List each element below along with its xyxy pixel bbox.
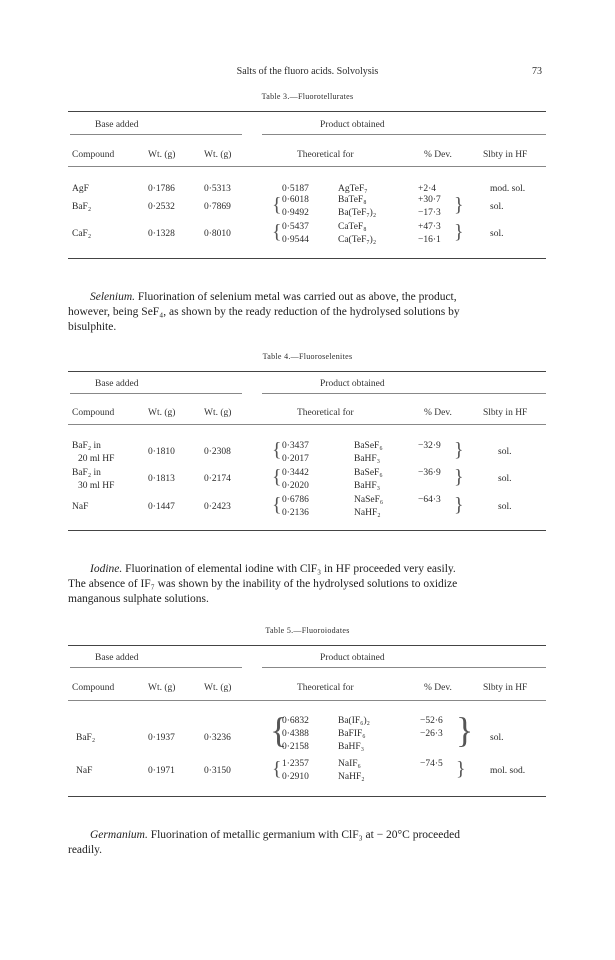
table5-row2-formula-b: NaHF₂ <box>338 772 365 782</box>
table4-row3-brace-right: } <box>454 494 464 516</box>
table3-header-theoretical: Theoretical for <box>297 150 354 160</box>
para-germanium-italic: Germanium. <box>90 829 148 841</box>
table5-top-rule <box>68 645 546 646</box>
table5-row1-compound: BaF₂ <box>76 733 96 743</box>
table4-row2-sol: sol. <box>498 474 512 484</box>
table4-row1-compound-a: BaF₂ in <box>72 441 101 451</box>
table3-header-wt2: Wt. (g) <box>204 150 232 160</box>
table5-row1-theo-a: 0·6832 <box>282 716 309 726</box>
table4-row1-brace-right: } <box>454 439 464 461</box>
table4-row2-compound-b: 30 ml HF <box>78 481 115 491</box>
para-germanium-text1: Fluorination of metallic germanium with ClF₃ at − 20°C proceeded <box>147 829 460 841</box>
table3-row1-sol: mod. sol. <box>490 184 526 194</box>
table5-row1-theo-b: 0·4388 <box>282 729 309 739</box>
table3-row3-formula-a: CaTeF₈ <box>338 222 367 232</box>
table5-row2-formula-a: NaIF₆ <box>338 759 361 769</box>
table3-header-base-added: Base added <box>95 120 139 130</box>
table3-row3-sol: sol. <box>490 229 504 239</box>
para-germanium-line1 <box>90 828 460 843</box>
table5-row2-wt1: 0·1971 <box>148 766 175 776</box>
table4-subrule-left <box>70 393 242 394</box>
table4-row3-wt2: 0·2423 <box>204 502 231 512</box>
table4-caption: Table 4.—Fluoroselenites <box>262 352 353 361</box>
para-iodine-text1: Fluorination of elemental iodine with ClF₃ in HF proceeded very easily. <box>122 563 456 575</box>
table5-caption: Table 5.—Fluoroiodates <box>265 626 350 635</box>
table3-row2-dev-b: −17·3 <box>418 208 441 218</box>
table5-bottom-rule <box>68 796 546 797</box>
para-selenium-text1: Fluorination of selenium metal was carried out as above, the product, <box>135 291 457 303</box>
table4-header-compound: Compound <box>72 408 115 418</box>
table3-row2-formula-b: Ba(TeF₇)₂ <box>338 208 377 218</box>
table3-header-solubility: Slbty in HF <box>483 150 528 160</box>
table4-row3-theo-b: 0·2136 <box>282 508 309 518</box>
table4-header-theoretical: Theoretical for <box>297 408 354 418</box>
table5-row2-dev-a: −74·5 <box>420 759 443 769</box>
table5-row2-sol: mol. sod. <box>490 766 526 776</box>
table3-row3-brace-right: } <box>454 221 464 243</box>
table4-row1-brace-left: { <box>272 439 282 461</box>
table5-header-product-obtained: Product obtained <box>320 653 385 663</box>
table3-subrule-right <box>262 134 546 135</box>
table5-header-solubility: Slbty in HF <box>483 683 528 693</box>
table5-row1-brace-right: } <box>456 710 474 750</box>
table3-row3-dev-a: +47·3 <box>418 222 441 232</box>
table4-row2-brace-left: { <box>272 466 282 488</box>
table3-row3-dev-b: −16·1 <box>418 235 441 245</box>
table4-header-base-added: Base added <box>95 379 139 389</box>
para-iodine-italic: Iodine. <box>90 563 123 575</box>
para-selenium-line2: however, being SeF₄, as shown by the ready reduction of the hydrolysed solutions by <box>68 306 460 318</box>
table3-row3-formula-b: Ca(TeF₇)₂ <box>338 235 377 245</box>
table3-row2-dev-a: +30·7 <box>418 195 441 205</box>
table4-header-wt2: Wt. (g) <box>204 408 232 418</box>
table5-row1-theo-c: 0·2158 <box>282 742 309 752</box>
table3-row1-compound: AgF <box>72 184 89 194</box>
table5-row1-formula-a: Ba(IF₆)₂ <box>338 716 370 726</box>
table3-row1-theo: 0·5187 <box>282 184 309 194</box>
table5-row1-dev-b: −26·3 <box>420 729 443 739</box>
table3-row3-compound: CaF₂ <box>72 229 92 239</box>
table5-row1-dev-a: −52·6 <box>420 716 443 726</box>
table5-row2-theo-b: 0·2910 <box>282 772 309 782</box>
table3-top-rule <box>68 111 546 112</box>
table5-header-dev: % Dev. <box>424 683 452 693</box>
table4-row3-dev-a: −64·3 <box>418 495 441 505</box>
table3-row3-wt2: 0·8010 <box>204 229 231 239</box>
table4-row2-wt2: 0·2174 <box>204 474 231 484</box>
table4-row2-dev-a: −36·9 <box>418 468 441 478</box>
para-germanium-line2: readily. <box>68 844 103 856</box>
table4-row2-theo-b: 0·2020 <box>282 481 309 491</box>
table3-row1-formula: AgTeF₇ <box>338 184 368 194</box>
table3-header-compound: Compound <box>72 150 115 160</box>
table3-row2-brace-left: { <box>272 194 282 216</box>
para-iodine-line1 <box>90 562 456 577</box>
table4-row1-dev-a: −32·9 <box>418 441 441 451</box>
table3-row1-wt2: 0·5313 <box>204 184 231 194</box>
table3-row2-theo-a: 0·6018 <box>282 195 309 205</box>
para-selenium-line3: bisulphite. <box>68 321 117 333</box>
table5-row2-brace-left: { <box>272 758 282 780</box>
table5-header-rule <box>68 700 546 701</box>
page-number: 73 <box>532 66 542 77</box>
table3-row2-formula-a: BaTeF₈ <box>338 195 367 205</box>
table4-row3-theo-a: 0·6786 <box>282 495 309 505</box>
table5-header-wt1: Wt. (g) <box>148 683 176 693</box>
table4-row1-compound-b: 20 ml HF <box>78 454 115 464</box>
table4-row1-wt1: 0·1810 <box>148 447 175 457</box>
table5-header-wt2: Wt. (g) <box>204 683 232 693</box>
table5-row1-wt1: 0·1937 <box>148 733 175 743</box>
table5-row1-brace-left: { <box>270 710 288 750</box>
table4-row3-formula-a: NaSeF₆ <box>354 495 384 505</box>
table4-row1-formula-a: BaSeF₆ <box>354 441 383 451</box>
running-head: Salts of the fluoro acids. Solvolysis <box>236 66 379 77</box>
table3-row3-theo-b: 0·9544 <box>282 235 309 245</box>
table4-bottom-rule <box>68 530 546 531</box>
table4-header-product-obtained: Product obtained <box>320 379 385 389</box>
table5-header-compound: Compound <box>72 683 115 693</box>
table5-row2-wt2: 0·3150 <box>204 766 231 776</box>
table3-row2-wt2: 0·7869 <box>204 202 231 212</box>
table3-header-dev: % Dev. <box>424 150 452 160</box>
table4-row3-wt1: 0·1447 <box>148 502 175 512</box>
table4-row1-formula-b: BaHF₃ <box>354 454 381 464</box>
table5-header-base-added: Base added <box>95 653 139 663</box>
para-iodine-line2: The absence of IF₇ was shown by the inability of the hydrolysed solutions to oxidize <box>68 578 458 590</box>
table4-row2-compound-a: BaF₂ in <box>72 468 101 478</box>
table3-row2-wt1: 0·2532 <box>148 202 175 212</box>
table3-row3-wt1: 0·1328 <box>148 229 175 239</box>
table4-row2-brace-right: } <box>454 466 464 488</box>
para-selenium-line1 <box>90 290 457 305</box>
table3-subrule-left <box>70 134 242 135</box>
table5-row2-theo-a: 1·2357 <box>282 759 309 769</box>
table3-caption: Table 3.—Fluorotellurates <box>261 92 354 101</box>
table4-row2-wt1: 0·1813 <box>148 474 175 484</box>
table5-row1-sol: sol. <box>490 733 504 743</box>
table5-row2-compound: NaF <box>76 766 93 776</box>
table3-row2-sol: sol. <box>490 202 504 212</box>
table4-row2-theo-a: 0·3442 <box>282 468 309 478</box>
table3-bottom-rule <box>68 258 546 259</box>
table4-row3-brace-left: { <box>272 494 282 516</box>
table4-header-rule <box>68 424 546 425</box>
table4-row1-sol: sol. <box>498 447 512 457</box>
table5-row2-brace-right: } <box>456 758 466 780</box>
table3-row2-brace-right: } <box>454 194 464 216</box>
table3-header-product-obtained: Product obtained <box>320 120 385 130</box>
table3-row3-theo-a: 0·5437 <box>282 222 309 232</box>
table4-header-wt1: Wt. (g) <box>148 408 176 418</box>
table5-subrule-right <box>262 667 546 668</box>
table3-header-wt1: Wt. (g) <box>148 150 176 160</box>
table3-row3-brace-left: { <box>272 221 282 243</box>
para-selenium-italic: Selenium. <box>90 291 136 303</box>
table5-row1-formula-c: BaHF₃ <box>338 742 365 752</box>
table4-header-dev: % Dev. <box>424 408 452 418</box>
table4-row1-theo-a: 0·3437 <box>282 441 309 451</box>
table3-row1-wt1: 0·1786 <box>148 184 175 194</box>
table4-header-solubility: Slbty in HF <box>483 408 528 418</box>
table4-row3-sol: sol. <box>498 502 512 512</box>
table3-row1-dev: +2·4 <box>418 184 437 194</box>
table4-row2-formula-a: BaSeF₆ <box>354 468 383 478</box>
table4-row3-compound: NaF <box>72 502 89 512</box>
table5-row1-formula-b: BaFIF₆ <box>338 729 366 739</box>
table5-header-theoretical: Theoretical for <box>297 683 354 693</box>
table4-row3-formula-b: NaHF₂ <box>354 508 381 518</box>
table3-header-rule <box>68 166 546 167</box>
table3-row2-compound: BaF₂ <box>72 202 92 212</box>
table5-row1-wt2: 0·3236 <box>204 733 231 743</box>
table4-row1-wt2: 0·2308 <box>204 447 231 457</box>
table4-subrule-right <box>262 393 546 394</box>
table4-row1-theo-b: 0·2017 <box>282 454 309 464</box>
para-iodine-line3: manganous sulphate solutions. <box>68 593 209 605</box>
table4-top-rule <box>68 371 546 372</box>
table3-row2-theo-b: 0·9492 <box>282 208 309 218</box>
table4-row2-formula-b: BaHF₃ <box>354 481 381 491</box>
table5-subrule-left <box>70 667 242 668</box>
